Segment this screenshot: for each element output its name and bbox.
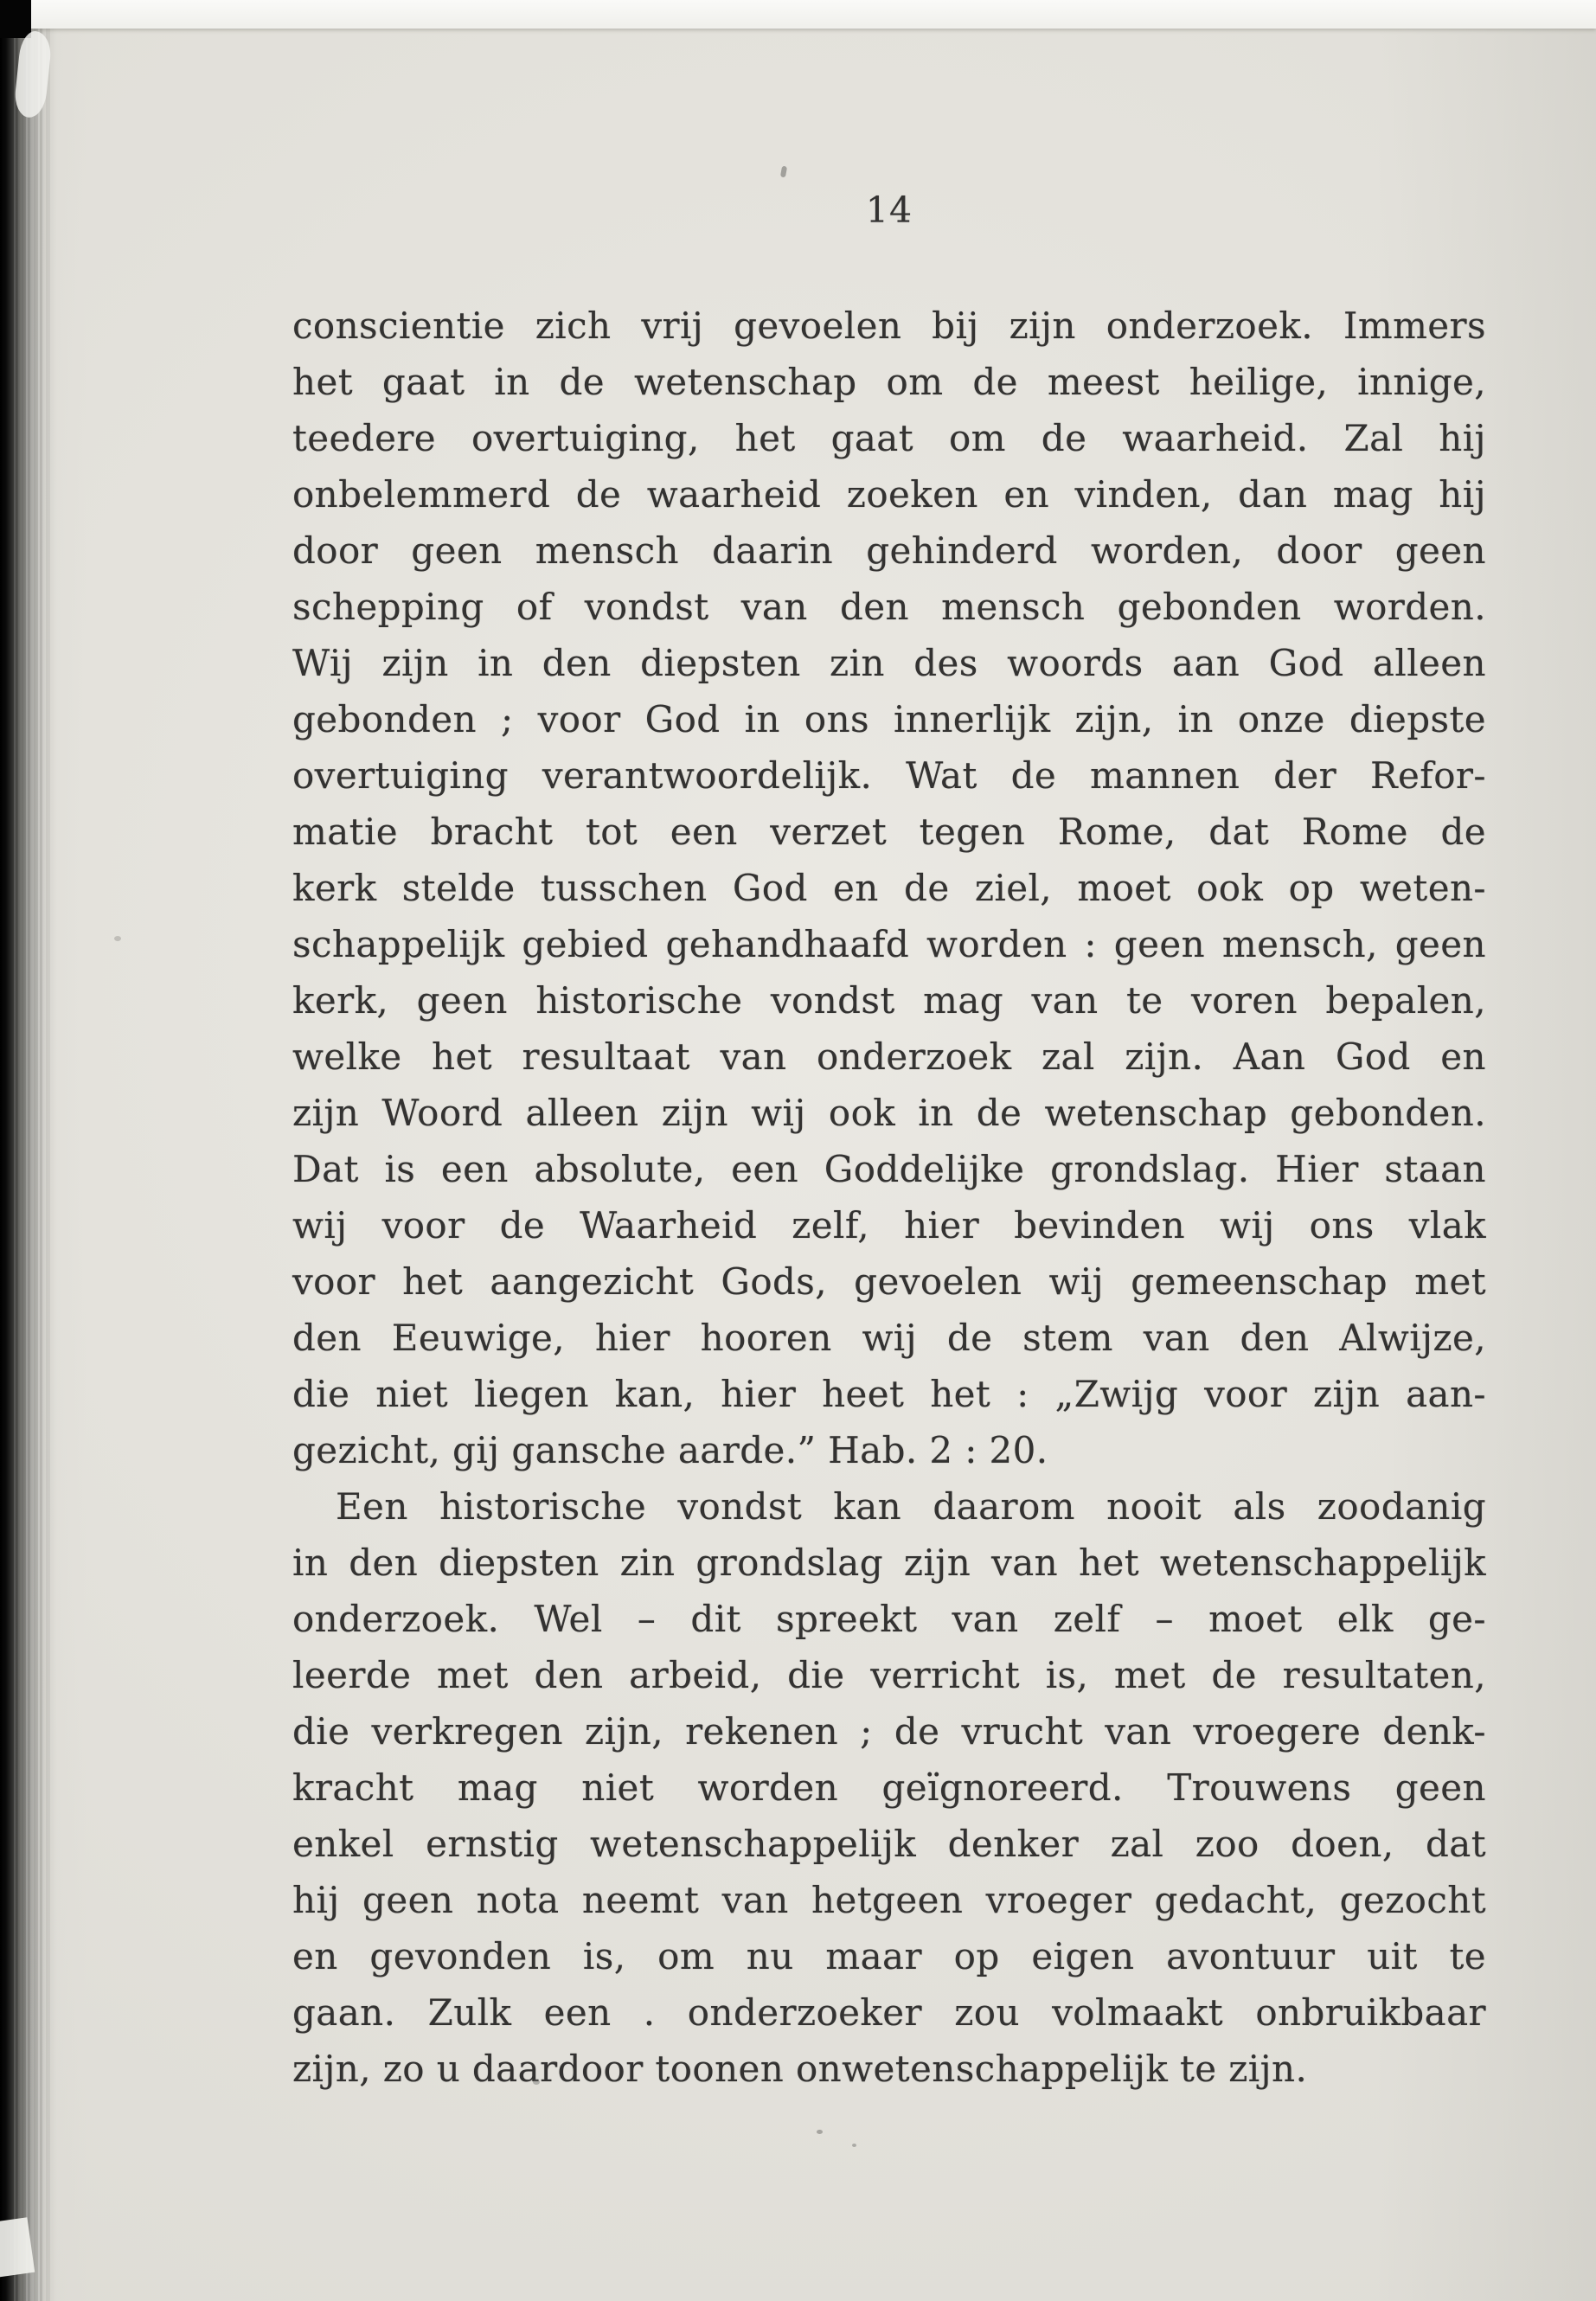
text-line: die verkregen zijn, rekenen ; de vrucht van vroegere denk- [292, 1710, 1486, 1753]
text-line: zijn, zo u daardoor toonen onwetenschappelijk te zijn. [292, 2048, 1308, 2090]
text-line: Wij zijn in den diepsten zin des woords aan God alleen [292, 642, 1486, 684]
text-line: schappelijk gebied gehandhaafd worden : geen mensch, geen [292, 923, 1486, 965]
text-line: gebonden ; voor God in ons innerlijk zijn, in onze diepste [292, 698, 1486, 740]
text-line: het gaat in de wetenschap om de meest heilige, innige, [292, 361, 1486, 403]
text-line: welke het resultaat van onderzoek zal zijn. Aan God en [292, 1035, 1486, 1078]
text-line: Dat is een absolute, een Goddelijke grondslag. Hier staan [292, 1148, 1486, 1190]
text-line: overtuiging verantwoordelijk. Wat de mannen der Refor- [292, 754, 1486, 797]
text-line: onderzoek. Wel – dit spreekt van zelf – moet elk ge- [292, 1598, 1486, 1640]
page-text [292, 298, 1486, 2097]
text-line: teedere overtuiging, het gaat om de waarheid. Zal hij [292, 417, 1486, 459]
text-line: zijn Woord alleen zijn wij ook in de wetenschap gebonden. [292, 1092, 1486, 1134]
scan-speck [852, 2144, 856, 2147]
text-line: kerk, geen historische vondst mag van te voren bepalen, [292, 979, 1486, 1022]
scan-corner-shadow [0, 0, 31, 38]
text-line: gaan. Zulk een . onderzoeker zou volmaakt onbruikbaar [292, 1991, 1486, 2034]
page-number: 14 [865, 189, 913, 231]
text-line: gezicht, gij gansche aarde.” Hab. 2 : 20. [292, 1429, 1048, 1471]
text-line: in den diepsten zin grondslag zijn van het wetenschappelijk [292, 1541, 1486, 1584]
text-line: kerk stelde tusschen God en de ziel, moet ook op weten- [292, 867, 1486, 909]
text-line: die niet liegen kan, hier heet het : „Zwijg voor zijn aan- [292, 1373, 1486, 1415]
text-line: leerde met den arbeid, die verricht is, met de resultaten, [292, 1654, 1486, 1696]
scan-speck [817, 2130, 823, 2134]
top-page-edge [29, 0, 1596, 29]
text-line: en gevonden is, om nu maar op eigen avontuur uit te [292, 1935, 1486, 1977]
page-edges [14, 0, 50, 2301]
text-line: wij voor de Waarheid zelf, hier bevinden wij ons vlak [292, 1204, 1486, 1247]
text-line: conscientie zich vrij gevoelen bij zijn onderzoek. Immers [292, 304, 1486, 347]
text-line: door geen mensch daarin gehinderd worden, door geen [292, 529, 1486, 572]
text-line: kracht mag niet worden geïgnoreerd. Trouwens geen [292, 1766, 1486, 1809]
text-line: Een historische vondst kan daarom nooit als zoodanig [336, 1485, 1486, 1528]
text-line: enkel ernstig wetenschappelijk denker zal zoo doen, dat [292, 1823, 1486, 1865]
text-line: onbelemmerd de waarheid zoeken en vinden, dan mag hij [292, 473, 1486, 516]
text-line: voor het aangezicht Gods, gevoelen wij gemeenschap met [292, 1260, 1486, 1303]
scan-speck [114, 936, 121, 941]
text-line: den Eeuwige, hier hooren wij de stem van den Alwijze, [292, 1317, 1486, 1359]
text-line: schepping of vondst van den mensch gebonden worden. [292, 586, 1486, 628]
scan-speck [533, 2080, 540, 2085]
text-line: hij geen nota neemt van hetgeen vroeger gedacht, gezocht [292, 1879, 1486, 1921]
text-line: matie bracht tot een verzet tegen Rome, dat Rome de [292, 811, 1486, 853]
